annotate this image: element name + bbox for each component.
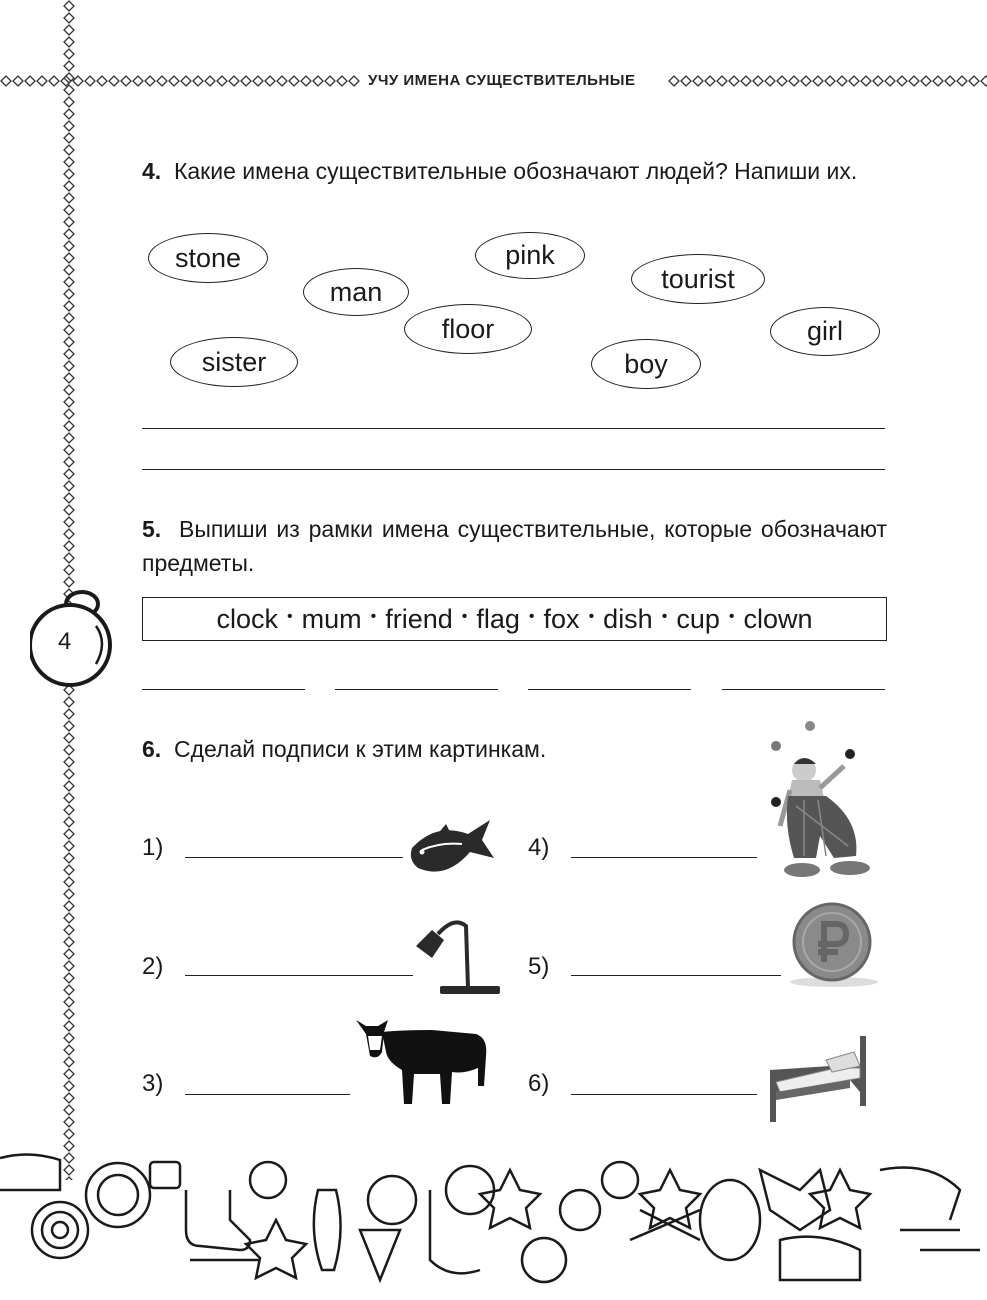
word-frame (142, 597, 887, 641)
word-oval-boy: boy (591, 339, 701, 389)
word-oval-girl: girl (770, 307, 880, 356)
item-label-4: 4) (528, 834, 550, 861)
sports-decoration-band (0, 1150, 987, 1300)
frame-word: mum (301, 603, 362, 634)
task-4-text (142, 154, 887, 188)
caption-line-3[interactable] (185, 1094, 350, 1095)
answer-line[interactable] (142, 689, 305, 690)
word-oval-man: man (303, 268, 409, 316)
fish-icon (406, 810, 496, 886)
item-label-1: 1) (142, 834, 164, 861)
frame-separator: • (370, 608, 377, 625)
item-label-6: 6) (528, 1070, 550, 1097)
header-title: УЧУ ИМЕНА СУЩЕСТВИТЕЛЬНЫЕ (368, 72, 636, 89)
clown-icon (764, 716, 876, 880)
task-6-number: 6. (142, 736, 162, 762)
item-label-3: 3) (142, 1070, 164, 1097)
task-5-instruction: Выпиши из рамки имена существительные, которые обозначают предметы. (142, 516, 888, 576)
task-4-instruction: Какие имена существительные обозначают людей? Напиши их. (173, 158, 858, 184)
item-label-5: 5) (528, 953, 550, 980)
word-oval-pink: pink (475, 232, 585, 279)
word-oval-floor: floor (404, 304, 532, 354)
writing-line-2[interactable] (142, 469, 885, 470)
task-4-number: 4. (142, 158, 162, 184)
item-label-2: 2) (142, 953, 164, 980)
frame-separator: • (588, 608, 595, 625)
word-oval-tourist: tourist (631, 254, 765, 304)
caption-line-4[interactable] (571, 857, 757, 858)
answer-line[interactable] (335, 689, 498, 690)
page-number-badge (30, 588, 130, 698)
header-chain-left (0, 70, 360, 92)
task-6-instruction: Сделай подписи к этим картинкам. (173, 736, 547, 762)
cow-icon (352, 1012, 492, 1106)
frame-word: fox (543, 603, 580, 634)
frame-word: friend (385, 603, 453, 634)
caption-line-2[interactable] (185, 975, 413, 976)
bed-icon (766, 1030, 870, 1126)
frame-separator: • (461, 608, 468, 625)
writing-line-1[interactable] (142, 428, 885, 429)
ruble-coin-icon (786, 900, 880, 988)
header-chain-right (668, 70, 987, 92)
word-oval-stone: stone (148, 233, 268, 283)
frame-word: flag (476, 603, 520, 634)
frame-word: cup (676, 603, 720, 634)
frame-separator: • (528, 608, 535, 625)
page-number: 4 (58, 628, 72, 655)
caption-line-1[interactable] (185, 857, 403, 858)
lamp-icon (410, 918, 500, 996)
frame-separator: • (661, 608, 668, 625)
frame-separator: • (287, 608, 293, 625)
answer-line[interactable] (528, 689, 691, 690)
frame-word: dish (603, 603, 653, 634)
word-oval-sister: sister (170, 337, 298, 387)
caption-line-5[interactable] (571, 975, 781, 976)
frame-word: clown (743, 603, 813, 634)
task-5-number: 5. (142, 516, 162, 542)
caption-line-6[interactable] (571, 1094, 757, 1095)
task-5-text (142, 512, 887, 580)
frame-word: clock (216, 603, 278, 634)
answer-line[interactable] (722, 689, 885, 690)
frame-separator: • (728, 608, 735, 625)
